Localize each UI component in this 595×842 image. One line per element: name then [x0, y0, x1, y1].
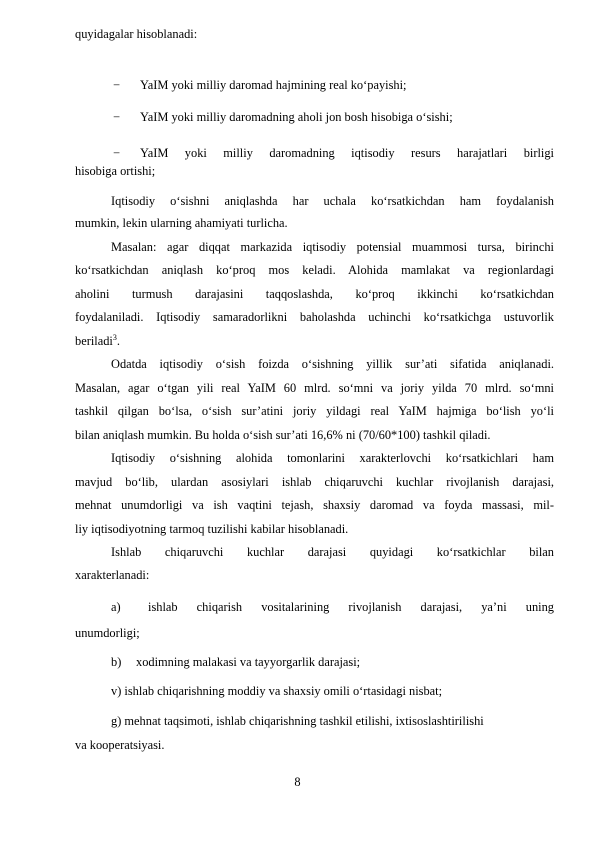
paragraph-line	[75, 333, 120, 349]
text-span: .	[116, 334, 120, 348]
list-marker: a)	[111, 600, 121, 614]
paragraph-line: tashkil qilgan bo‘lsa, o‘sish sur’atini joriy yildagi real YaIM hajmiga bo‘lish yo‘li	[75, 404, 554, 418]
paragraph-line: Masalan, agar o‘tgan yili real YaIM 60 mlrd. so‘mni va joriy yilda 70 mlrd. so‘mni	[75, 381, 554, 395]
list-item: v) ishlab chiqarishning moddiy va shaxsiy omili o‘rtasidagi nisbat;	[111, 684, 443, 698]
paragraph-line: mehnat unumdorligi va ish vaqtini tejash, shaxsiy daromad va foyda massasi, mil-	[75, 498, 554, 512]
paragraph-line: ko‘rsatkichdan aniqlash ko‘proq mos keladi. Alohida mamlakat va regionlardagi	[75, 263, 554, 277]
dash-bullet: −	[113, 110, 120, 124]
paragraph-line: xarakterlanadi:	[75, 568, 150, 582]
list-marker: b)	[111, 655, 122, 669]
paragraph-line: Odatda iqtisodiy o‘sish foizda o‘sishning yillik sur’ati sifatida aniqlanadi.	[111, 357, 554, 371]
paragraph-line: foydalaniladi. Iqtisodiy samaradorlikni baholashda uchinchi ko‘rsatkichga ustuvorlik	[75, 310, 554, 324]
footnote-ref: 3	[112, 332, 117, 342]
text-line: hisobiga ortishi;	[75, 164, 156, 178]
list-item: ishlab chiqarish vositalarining rivojlanish darajasi, ya’ni uning	[148, 600, 554, 614]
list-item: YaIM yoki milliy daromadning iqtisodiy resurs harajatlari birligi	[140, 146, 554, 160]
list-item: YaIM yoki milliy daromad hajmining real ko‘payishi;	[140, 78, 407, 92]
paragraph-line: Iqtisodiy o‘sishning alohida tomonlarini xarakterlovchi ko‘rsatkichlari ham	[111, 451, 554, 465]
list-item: g) mehnat taqsimoti, ishlab chiqarishning tashkil etilishi, ixtisoslashtirilishi	[111, 714, 484, 728]
paragraph-line: mumkin, lekin ularning ahamiyati turlicha.	[75, 216, 288, 230]
paragraph-line: liy iqtisodiyotning tarmoq tuzilishi kabilar hisoblanadi.	[75, 522, 349, 536]
text-line: unumdorligi;	[75, 626, 140, 640]
paragraph-line: Ishlab chiqaruvchi kuchlar darajasi quyidagi ko‘rsatkichlar bilan	[111, 545, 554, 559]
dash-bullet: −	[113, 146, 120, 160]
text-span: beriladi	[75, 334, 113, 348]
dash-bullet: −	[113, 78, 120, 92]
paragraph-line: Masalan: agar diqqat markazida iqtisodiy potensial muammosi tursa, birinchi	[111, 240, 554, 254]
text-line: va kooperatsiyasi.	[75, 738, 165, 752]
list-item: YaIM yoki milliy daromadning aholi jon bosh hisobiga o‘sishi;	[140, 110, 453, 124]
paragraph-line: bilan aniqlash mumkin. Bu holda o‘sish sur’ati 16,6% ni (70/60*100) tashkil qiladi.	[75, 428, 491, 442]
paragraph-line: Iqtisodiy o‘sishni aniqlashda har uchala ko‘rsatkichdan ham foydalanish	[111, 194, 554, 208]
list-item: xodimning malakasi va tayyorgarlik darajasi;	[136, 655, 361, 669]
text-line: quyidagalar hisoblanadi:	[75, 27, 198, 41]
paragraph-line: aholini turmush darajasini taqqoslashda, ko‘proq ikkinchi ko‘rsatkichdan	[75, 287, 554, 301]
page-number: 8	[294, 775, 301, 789]
paragraph-line: mavjud bo‘lib, ulardan asosiylari ishlab chiqaruvchi kuchlar rivojlanish darajasi,	[75, 475, 554, 489]
